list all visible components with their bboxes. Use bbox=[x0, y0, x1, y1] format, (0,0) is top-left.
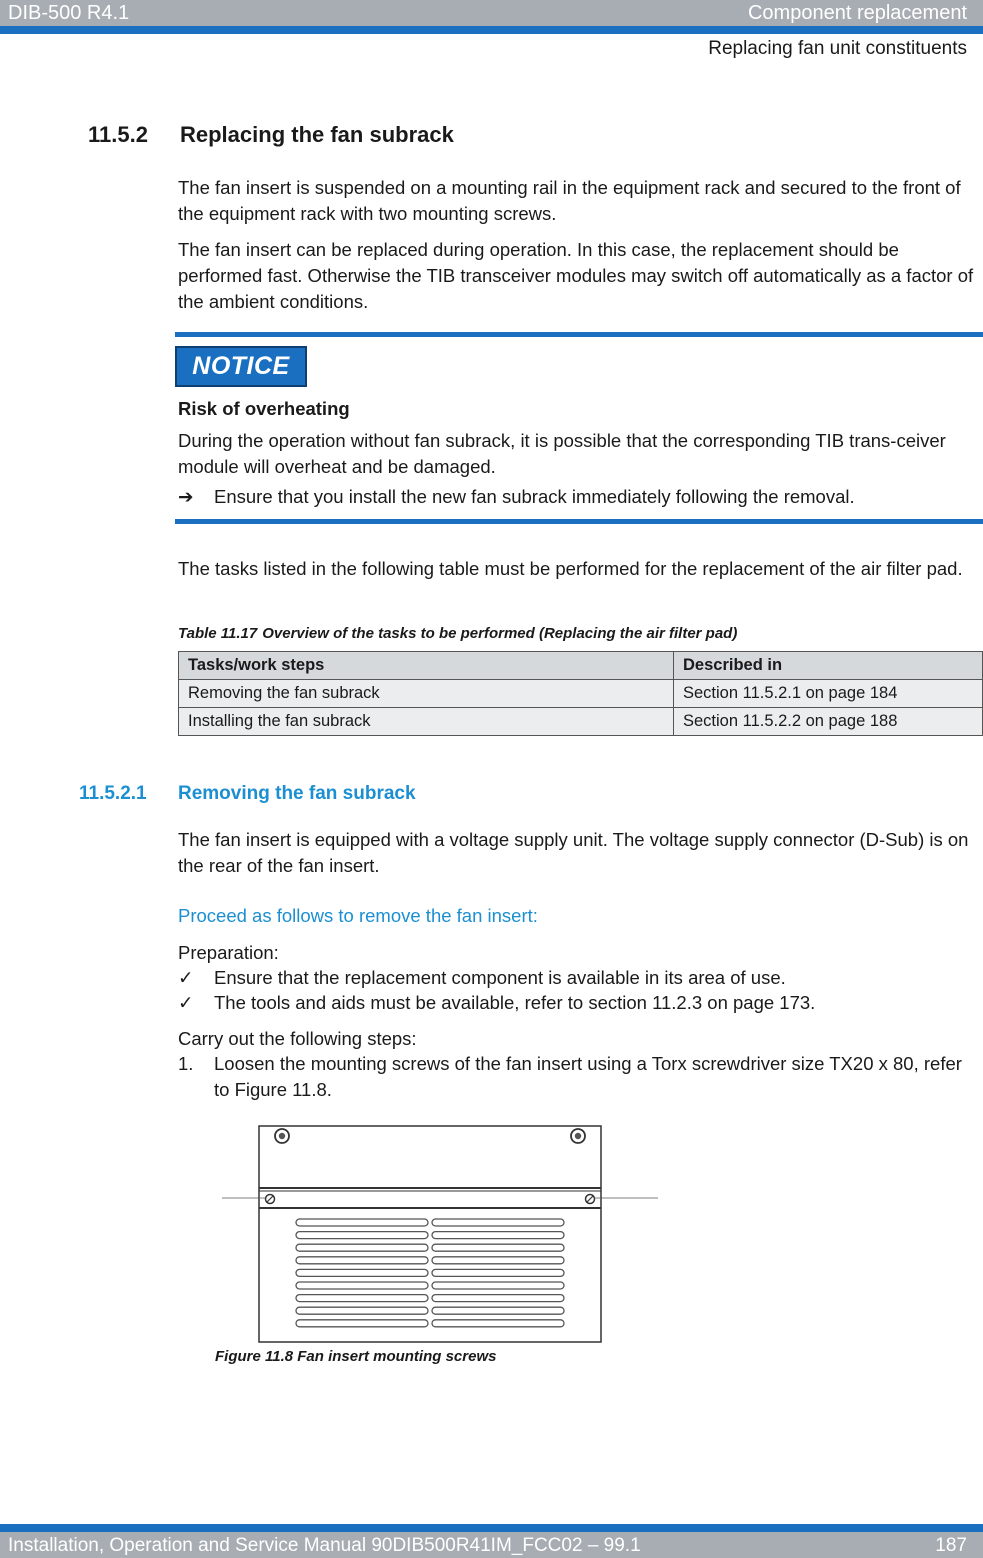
table-cell: Removing the fan subrack bbox=[179, 680, 674, 708]
table-row bbox=[179, 708, 983, 736]
notice-bottom-rule bbox=[175, 519, 983, 524]
preparation-label: Preparation: bbox=[178, 942, 279, 963]
section-paragraph-2: The fan insert can be replaced during operation. In this case, the replacement should be performed fast. Otherwise the TIB transceiver modules may switch off automatically as a factor of the ambient conditions. bbox=[178, 239, 974, 312]
header-accent-line bbox=[0, 26, 983, 34]
section-paragraph-1: The fan insert is suspended on a mounting rail in the equipment rack and secured to the front of the equipment rack with two mounting screws. bbox=[178, 177, 961, 224]
preparation-item-text: The tools and aids must be available, refer to section 11.2.3 on page 173. bbox=[214, 992, 816, 1013]
notice-top-rule bbox=[175, 332, 983, 337]
footer-page-number: 187 bbox=[935, 1535, 967, 1556]
top-right-screw-icon bbox=[571, 1129, 585, 1143]
section-heading bbox=[88, 122, 454, 148]
footer-manual: Installation, Operation and Service Manual 90DIB500R41IM_FCC02 – 99.1 bbox=[8, 1535, 641, 1556]
notice-text: During the operation without fan subrack, it is possible that the corresponding TIB trans-ceiver module will overheat and be damaged. bbox=[178, 430, 946, 477]
step-text: Loosen the mounting screws of the fan insert using a Torx screwdriver size TX20 x 80, refer to Figure 11.8. bbox=[214, 1053, 962, 1100]
procedure-lead: Proceed as follows to remove the fan insert: bbox=[178, 905, 538, 926]
subsection-heading bbox=[79, 782, 416, 806]
subsection-title: Removing the fan subrack bbox=[178, 783, 416, 804]
tasks-intro: The tasks listed in the following table must be performed for the replacement of the air filter pad. bbox=[178, 558, 963, 579]
section-title: Replacing the fan subrack bbox=[180, 122, 454, 147]
table-cell: Installing the fan subrack bbox=[179, 708, 674, 736]
table-caption bbox=[178, 624, 737, 644]
left-mounting-screw-icon[interactable] bbox=[266, 1195, 275, 1204]
top-left-screw-icon bbox=[275, 1129, 289, 1143]
right-mounting-screw-icon[interactable] bbox=[586, 1195, 595, 1204]
steps-label: Carry out the following steps: bbox=[178, 1028, 417, 1049]
figure-caption: Figure 11.8 Fan insert mounting screws bbox=[215, 1348, 497, 1365]
table-cell-link[interactable]: Section 11.5.2.2 on page 188 bbox=[674, 708, 983, 736]
table-header-cell: Tasks/work steps bbox=[179, 652, 674, 680]
table-header-row bbox=[179, 652, 983, 680]
table-caption-text: Overview of the tasks to be performed (Replacing the air filter pad) bbox=[262, 625, 738, 642]
header-chapter: Component replacement bbox=[747, 2, 967, 24]
notice-action-text: Ensure that you install the new fan subrack immediately following the removal. bbox=[214, 486, 855, 507]
header-doc-id: DIB-500 R4.1 bbox=[8, 2, 130, 24]
footer-accent-line bbox=[0, 1524, 983, 1532]
arrow-right-icon: ➔ bbox=[178, 486, 194, 507]
notice-title: Risk of overheating bbox=[178, 398, 350, 419]
table-header-cell: Described in bbox=[674, 652, 983, 680]
table-caption-label: Table 11.17 bbox=[178, 625, 258, 642]
subsection-number: 11.5.2.1 bbox=[79, 783, 147, 804]
checkmark-icon: ✓ bbox=[178, 967, 194, 988]
checkmark-icon: ✓ bbox=[178, 992, 194, 1013]
notice-badge: NOTICE bbox=[175, 346, 307, 387]
fan-insert-drawing bbox=[222, 1126, 658, 1342]
preparation-item-text: Ensure that the replacement component is available in its area of use. bbox=[214, 967, 786, 988]
subsection-paragraph: The fan insert is equipped with a voltage supply unit. The voltage supply connector (D-Sub) is on the rear of the fan insert. bbox=[178, 829, 969, 876]
step-number: 1. bbox=[178, 1053, 194, 1074]
table-row bbox=[179, 680, 983, 708]
header-section: Replacing fan unit constituents bbox=[708, 38, 967, 59]
tasks-table bbox=[178, 651, 983, 736]
table-cell-link[interactable]: Section 11.5.2.1 on page 184 bbox=[674, 680, 983, 708]
fan-insert-figure bbox=[220, 1122, 660, 1348]
section-number: 11.5.2 bbox=[88, 122, 148, 147]
